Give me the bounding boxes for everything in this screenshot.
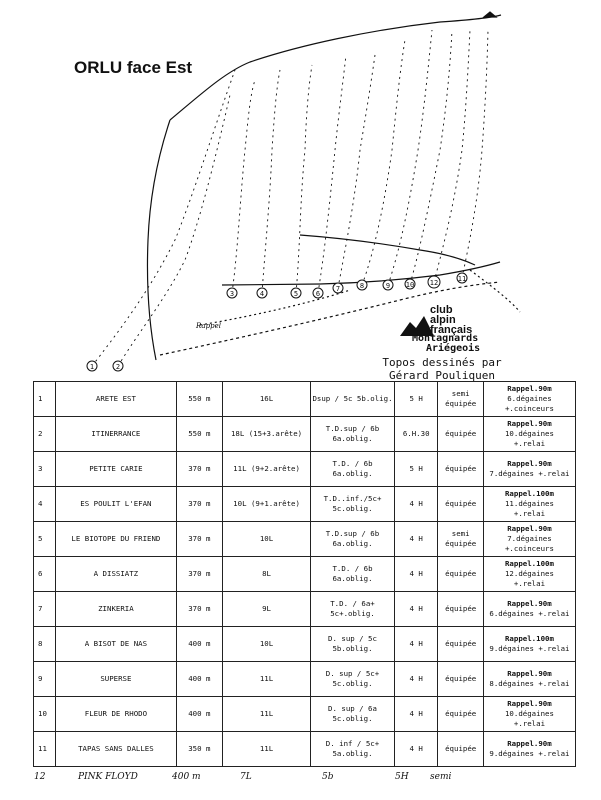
logo-line-1: club bbox=[430, 304, 453, 316]
route-grade-line: 5c+.oblig. bbox=[330, 609, 375, 618]
route-descent-line: Rappel.90m bbox=[507, 699, 552, 708]
route-name: ZINKERIA bbox=[56, 592, 176, 627]
approach-path bbox=[200, 290, 350, 325]
logo-text bbox=[430, 305, 472, 335]
route-descent-line: Rappel.90m bbox=[507, 524, 552, 533]
hw-name: PINK FLOYD bbox=[78, 772, 138, 782]
route-descent bbox=[483, 522, 575, 557]
table-row bbox=[34, 522, 576, 557]
route-line-6 bbox=[318, 55, 346, 293]
route-protection-line: équipée bbox=[445, 709, 477, 718]
route-line-11 bbox=[434, 30, 470, 282]
rappel-label: Rappel bbox=[196, 322, 221, 330]
route-descent-line: Rappel.90m bbox=[507, 739, 552, 748]
route-descent-line: 10.dégaines bbox=[504, 429, 554, 438]
route-grade bbox=[311, 522, 395, 557]
route-time: 4 H bbox=[394, 592, 437, 627]
route-descent-line: 9.dégaines +.relai bbox=[489, 644, 570, 653]
route-pitches: 8L bbox=[223, 557, 311, 592]
table-row bbox=[34, 627, 576, 662]
route-grade-line: 6a.oblig. bbox=[332, 434, 373, 443]
route-descent-line: +.relai bbox=[513, 579, 546, 588]
route-pitches: 16L bbox=[223, 382, 311, 417]
route-marker-11-label: 11 bbox=[457, 275, 467, 283]
route-descent-line: 8.dégaines +.relai bbox=[489, 679, 570, 688]
ridge-left bbox=[147, 120, 170, 360]
route-time: 5 H bbox=[394, 452, 437, 487]
route-marker-2-label: 2 bbox=[115, 363, 121, 371]
route-line-3 bbox=[232, 80, 255, 293]
table-row bbox=[34, 452, 576, 487]
route-name: LE BIOTOPE DU FRIEND bbox=[56, 522, 176, 557]
route-name: ITINERRANCE bbox=[56, 417, 176, 452]
right-path bbox=[470, 270, 520, 312]
route-time: 4 H bbox=[394, 662, 437, 697]
route-descent bbox=[483, 417, 575, 452]
route-pitches: 11L bbox=[223, 662, 311, 697]
route-descent-line: Rappel.100m bbox=[504, 559, 554, 568]
route-descent bbox=[483, 732, 575, 767]
route-descent bbox=[483, 487, 575, 522]
route-marker-12-label: 12 bbox=[429, 279, 439, 287]
route-num: 10 bbox=[34, 697, 56, 732]
route-grade-line: D. inf / 5c+ bbox=[325, 739, 380, 748]
route-grade-line: 5c.oblig. bbox=[332, 679, 373, 688]
hw-grade: 5b bbox=[322, 772, 334, 782]
route-descent-line: 6.dégaines bbox=[507, 394, 552, 403]
page-title: ORLU face Est bbox=[74, 58, 193, 77]
route-grade-line: T.D. / 6b bbox=[332, 564, 373, 573]
route-pitches: 10L bbox=[223, 627, 311, 662]
hw-pitches: 7L bbox=[240, 772, 252, 782]
route-line-8 bbox=[362, 40, 405, 285]
route-height: 400 m bbox=[176, 662, 223, 697]
route-grade bbox=[311, 417, 395, 452]
route-marker-9-label: 9 bbox=[385, 282, 391, 290]
route-time: 4 H bbox=[394, 697, 437, 732]
route-marker-8-label: 8 bbox=[359, 282, 365, 290]
route-grade-line: T.D.sup / 6b bbox=[325, 529, 380, 538]
route-grade bbox=[311, 697, 395, 732]
route-grade-line: 6a.oblig. bbox=[332, 539, 373, 548]
route-line-4 bbox=[262, 70, 280, 293]
table-row bbox=[34, 487, 576, 522]
route-grade bbox=[311, 452, 395, 487]
route-height: 370 m bbox=[176, 592, 223, 627]
route-grade-line: D. sup / 6a bbox=[328, 704, 377, 713]
hw-time: 5H bbox=[395, 772, 409, 782]
route-protection-line: équipée bbox=[445, 569, 477, 578]
route-num: 6 bbox=[34, 557, 56, 592]
route-height: 350 m bbox=[176, 732, 223, 767]
route-grade-line: 5c.oblig. bbox=[332, 714, 373, 723]
table-row bbox=[34, 592, 576, 627]
route-descent-line: 6.dégaines +.relai bbox=[489, 609, 570, 618]
route-name: TAPAS SANS DALLES bbox=[56, 732, 176, 767]
route-descent bbox=[483, 592, 575, 627]
route-grade bbox=[311, 382, 395, 417]
route-line-5 bbox=[296, 65, 312, 293]
route-protection-line: équipée bbox=[445, 604, 477, 613]
logo-sub-1: Montagnards bbox=[412, 333, 479, 344]
route-protection bbox=[438, 662, 484, 697]
route-time: 6.H.30 bbox=[394, 417, 437, 452]
route-grade bbox=[311, 662, 395, 697]
route-grade bbox=[311, 732, 395, 767]
route-num: 11 bbox=[34, 732, 56, 767]
route-marker-1-label: 1 bbox=[89, 363, 95, 371]
route-protection-line: équipée bbox=[445, 399, 477, 408]
route-descent-line: Rappel.90m bbox=[507, 669, 552, 678]
table-row bbox=[34, 697, 576, 732]
route-num: 3 bbox=[34, 452, 56, 487]
route-grade-line: T.D. / 6b bbox=[332, 459, 373, 468]
route-protection-line: équipée bbox=[445, 639, 477, 648]
table-row bbox=[34, 732, 576, 767]
credit-line-1: Topos dessinés par bbox=[382, 356, 502, 369]
route-height: 550 m bbox=[176, 417, 223, 452]
route-time: 4 H bbox=[394, 732, 437, 767]
route-line-9 bbox=[388, 30, 432, 285]
route-grade-line: 5c.oblig. bbox=[332, 504, 373, 513]
route-pitches: 10L (9+1.arête) bbox=[223, 487, 311, 522]
route-line-10 bbox=[410, 30, 452, 284]
route-height: 400 m bbox=[176, 627, 223, 662]
route-height: 400 m bbox=[176, 697, 223, 732]
route-descent-line: Rappel.90m bbox=[507, 419, 552, 428]
route-pitches: 10L bbox=[223, 522, 311, 557]
route-time: 4 H bbox=[394, 487, 437, 522]
route-marker-10-label: 10 bbox=[405, 281, 415, 289]
route-height: 370 m bbox=[176, 557, 223, 592]
route-grade bbox=[311, 487, 395, 522]
table-row bbox=[34, 557, 576, 592]
route-descent-line: Rappel.90m bbox=[507, 599, 552, 608]
route-name: SUPERSE bbox=[56, 662, 176, 697]
route-descent-line: 7.dégaines bbox=[507, 534, 552, 543]
route-protection-line: semi bbox=[451, 529, 470, 538]
route-line-12 bbox=[462, 30, 488, 278]
route-protection bbox=[438, 452, 484, 487]
route-descent-line: +.coinceurs bbox=[504, 544, 554, 553]
route-descent-line: +.relai bbox=[513, 439, 546, 448]
logo-sub-2: Ariégeois bbox=[426, 343, 481, 354]
route-marker-3-label: 3 bbox=[229, 290, 235, 298]
route-height: 550 m bbox=[176, 382, 223, 417]
route-protection bbox=[438, 732, 484, 767]
route-num: 7 bbox=[34, 592, 56, 627]
route-marker-7-label: 7 bbox=[335, 285, 341, 293]
route-descent bbox=[483, 382, 575, 417]
route-height: 370 m bbox=[176, 452, 223, 487]
route-time: 5 H bbox=[394, 382, 437, 417]
route-marker-4-label: 4 bbox=[259, 290, 265, 298]
route-descent-line: Rappel.90m bbox=[507, 384, 552, 393]
routes-table bbox=[33, 381, 576, 767]
route-grade-line: 6a.oblig. bbox=[332, 574, 373, 583]
route-descent bbox=[483, 627, 575, 662]
route-grade-line: 6a.oblig. bbox=[332, 469, 373, 478]
route-grade-line: T.D..inf./5c+ bbox=[323, 494, 382, 503]
route-descent-line: 10.dégaines bbox=[504, 709, 554, 718]
route-num: 4 bbox=[34, 487, 56, 522]
route-grade-line: 5b.oblig. bbox=[332, 644, 373, 653]
route-height: 370 m bbox=[176, 522, 223, 557]
route-time: 4 H bbox=[394, 522, 437, 557]
route-grade-line: D. sup / 5c bbox=[328, 634, 377, 643]
logo-line-2: alpin bbox=[430, 314, 456, 326]
route-protection bbox=[438, 697, 484, 732]
route-grade bbox=[311, 592, 395, 627]
route-descent-line: Rappel.100m bbox=[504, 489, 554, 498]
route-protection bbox=[438, 557, 484, 592]
route-grade-line: D. sup / 5c+ bbox=[325, 669, 380, 678]
logo-line-3: français bbox=[430, 324, 473, 336]
route-marker-6-label: 6 bbox=[315, 290, 321, 298]
route-name: A DISSIATZ bbox=[56, 557, 176, 592]
route-height: 370 m bbox=[176, 487, 223, 522]
route-descent bbox=[483, 557, 575, 592]
summit-marker bbox=[484, 12, 496, 17]
table-row bbox=[34, 382, 576, 417]
route-protection-line: équipée bbox=[445, 539, 477, 548]
route-grade bbox=[311, 557, 395, 592]
credit bbox=[382, 356, 502, 382]
route-descent-line: 12.dégaines bbox=[504, 569, 554, 578]
route-marker-5-label: 5 bbox=[293, 290, 299, 298]
route-protection-line: équipée bbox=[445, 464, 477, 473]
mid-ledge bbox=[300, 235, 475, 265]
route-name: FLEUR DE RHODO bbox=[56, 697, 176, 732]
credit-line-2: Gérard Pouliquen bbox=[389, 369, 495, 382]
route-num: 8 bbox=[34, 627, 56, 662]
route-descent bbox=[483, 662, 575, 697]
route-line-7 bbox=[338, 55, 375, 288]
route-num: 1 bbox=[34, 382, 56, 417]
route-descent-line: Rappel.90m bbox=[507, 459, 552, 468]
route-protection bbox=[438, 627, 484, 662]
route-protection-line: équipée bbox=[445, 499, 477, 508]
route-protection bbox=[438, 417, 484, 452]
route-descent-line: +.relai bbox=[513, 719, 546, 728]
route-protection-line: équipée bbox=[445, 674, 477, 683]
route-descent bbox=[483, 452, 575, 487]
route-protection bbox=[438, 592, 484, 627]
route-name: PETITE CARIE bbox=[56, 452, 176, 487]
route-protection bbox=[438, 522, 484, 557]
route-pitches: 11L (9+2.arête) bbox=[223, 452, 311, 487]
route-descent-line: +.relai bbox=[513, 509, 546, 518]
table-row bbox=[34, 417, 576, 452]
route-grade-line: T.D.sup / 6b bbox=[325, 424, 380, 433]
hw-num: 12 bbox=[34, 772, 46, 782]
route-protection bbox=[438, 487, 484, 522]
route-pitches: 9L bbox=[223, 592, 311, 627]
route-protection bbox=[438, 382, 484, 417]
route-grade-line: Dsup / 5c 5b.olig. bbox=[312, 394, 393, 403]
logo-subtitle bbox=[412, 334, 480, 354]
route-num: 9 bbox=[34, 662, 56, 697]
route-num: 5 bbox=[34, 522, 56, 557]
route-num: 2 bbox=[34, 417, 56, 452]
route-descent-line: 7.dégaines +.relai bbox=[489, 469, 570, 478]
route-grade bbox=[311, 627, 395, 662]
route-pitches: 18L (15+3.arête) bbox=[223, 417, 311, 452]
route-descent-line: Rappel.100m bbox=[504, 634, 554, 643]
route-grade-line: 5a.oblig. bbox=[332, 749, 373, 758]
route-name: ES POULIT L'EFAN bbox=[56, 487, 176, 522]
route-descent-line: 9.dégaines +.relai bbox=[489, 749, 570, 758]
route-grade-line: T.D. / 6a+ bbox=[330, 599, 375, 608]
route-pitches: 11L bbox=[223, 697, 311, 732]
route-name: ARETE EST bbox=[56, 382, 176, 417]
ridge-line bbox=[170, 15, 501, 120]
route-time: 4 H bbox=[394, 627, 437, 662]
hw-protection: semi bbox=[430, 772, 452, 782]
route-protection-line: équipée bbox=[445, 744, 477, 753]
hw-height: 400 m bbox=[172, 772, 201, 782]
route-time: 4 H bbox=[394, 557, 437, 592]
route-descent-line: +.coinceurs bbox=[504, 404, 554, 413]
table-row bbox=[34, 662, 576, 697]
route-descent bbox=[483, 697, 575, 732]
route-protection-line: semi bbox=[451, 389, 470, 398]
route-protection-line: équipée bbox=[445, 429, 477, 438]
route-name: A BISOT DE NAS bbox=[56, 627, 176, 662]
route-descent-line: 11.dégaines bbox=[504, 499, 554, 508]
route-pitches: 11L bbox=[223, 732, 311, 767]
handwritten-route-row bbox=[0, 768, 601, 792]
